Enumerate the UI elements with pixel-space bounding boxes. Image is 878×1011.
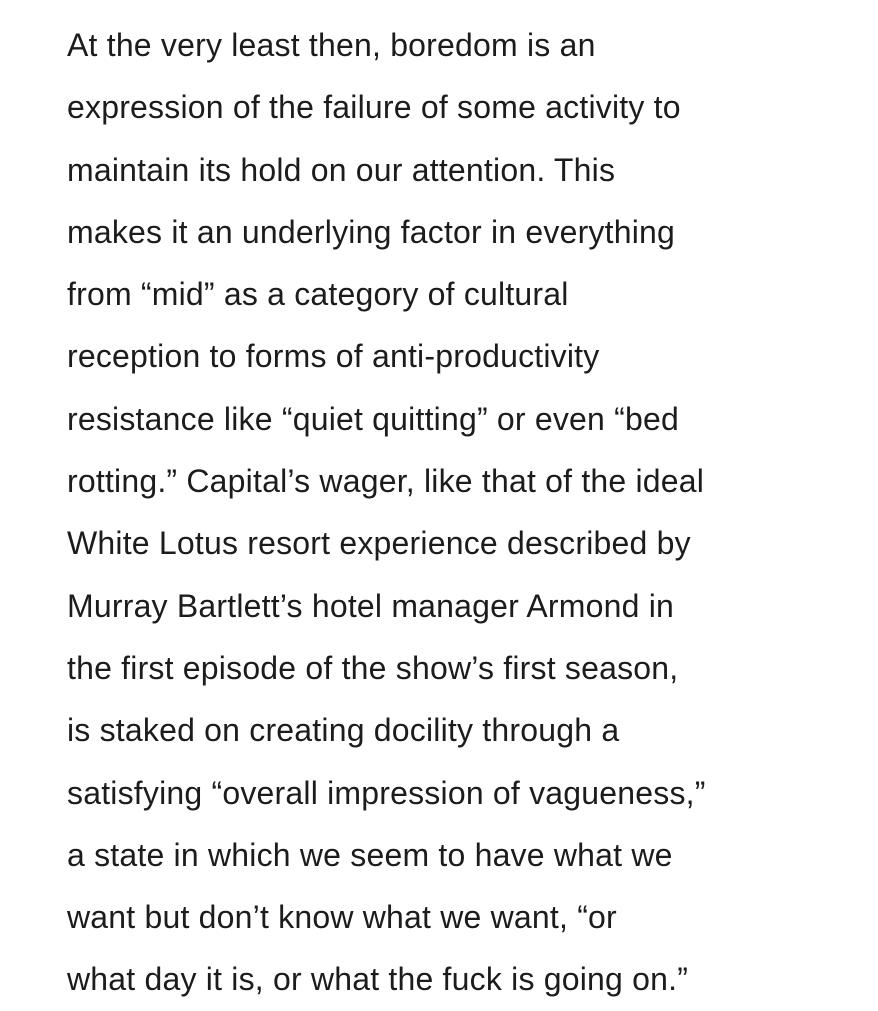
paragraph-line: what day it is, or what the fuck is going on.” [67,961,689,998]
paragraph-line: reception to forms of anti-productivity [67,338,600,375]
paragraph-line: a state in which we seem to have what we [67,836,673,873]
paragraph-line: resistance like “quiet quitting” or even “bed [67,400,679,437]
paragraph-line: makes it an underlying factor in everything [67,213,676,250]
paragraph-line: Murray Bartlett’s hotel manager Armond in [67,587,674,624]
paragraph-line: maintain its hold on our attention. This [67,151,616,188]
paragraph-line: want but don’t know what we want, “or [67,899,617,936]
paragraph-line: rotting.” Capital’s wager, like that of the ideal [67,463,705,500]
paragraph-line: White Lotus resort experience described by [67,525,691,562]
paragraph-line: from “mid” as a category of cultural [67,276,569,313]
paragraph-line: the first episode of the show’s first season, [67,649,679,686]
article-paragraph [67,14,867,1011]
paragraph-line: satisfying “overall impression of vagueness,” [67,774,706,811]
paragraph-line: At the very least then, boredom is an [67,27,596,63]
paragraph-line: is staked on creating docility through a [67,712,620,749]
paragraph-line: expression of the failure of some activity to [67,89,681,126]
